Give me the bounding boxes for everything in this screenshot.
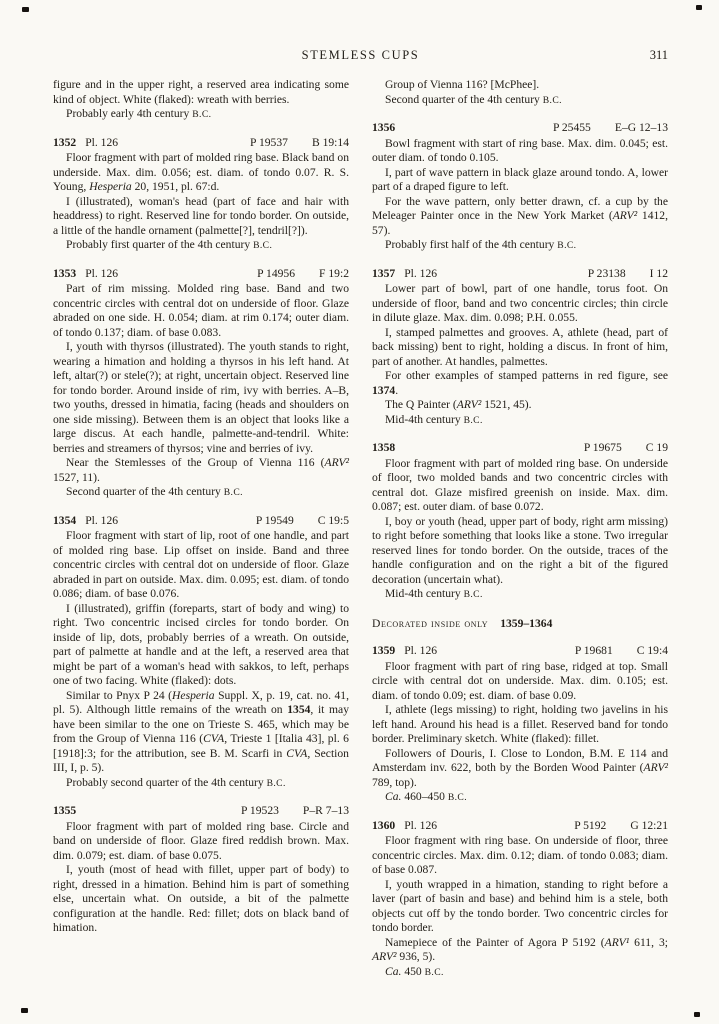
plate-reference: Pl. 126 bbox=[404, 818, 438, 832]
text-run: , it may have been similar to the one on Trieste S. 465, which may be from the Group of Vienna 116 ( bbox=[53, 703, 349, 745]
catalog-number: 1355 bbox=[53, 804, 77, 817]
text-run: ARV² bbox=[612, 209, 638, 222]
plate-reference: Pl. 126 bbox=[404, 266, 438, 280]
paragraph bbox=[53, 776, 349, 792]
paragraph bbox=[53, 238, 349, 254]
paragraph bbox=[372, 834, 668, 878]
paragraph bbox=[372, 137, 668, 166]
catalog-entry bbox=[53, 804, 349, 936]
scan-corner-mark bbox=[696, 5, 702, 10]
entry-references bbox=[584, 441, 668, 456]
catalog-number: 1352 bbox=[53, 135, 77, 149]
text-run: Section III, I, p. 5). bbox=[53, 746, 349, 774]
catalog-entry bbox=[53, 267, 349, 501]
entry-header bbox=[372, 819, 668, 834]
paragraph bbox=[372, 93, 668, 109]
entry-references bbox=[574, 819, 668, 834]
inventory-number: P 19537 bbox=[250, 135, 288, 149]
text-run: Ca. bbox=[385, 964, 402, 978]
entry-references bbox=[553, 121, 668, 136]
paragraph bbox=[53, 151, 349, 195]
entry-references bbox=[257, 267, 349, 282]
text-run: Floor fragment with part of molded ring base. On underside of floor, two molded bands and two concentric circles with central dot. Glaze misfired greenish on inside. Max. dim. 0.087; est. outer diam. of base 0.072. bbox=[372, 456, 668, 513]
text-run: Floor fragment with ring base. On underside of floor, three concentric circles. Max. dim. 0.12; diam. of tondo 0.083; diam. of base 0.087. bbox=[372, 834, 668, 876]
entry-references bbox=[588, 267, 668, 282]
text-run: I, stamped palmettes and grooves. A, athlete (head, part of back missing) bent to right, holding a discus. In front of him, part of another. At handles, palmettes. bbox=[372, 325, 668, 368]
plate-reference: Pl. 126 bbox=[85, 135, 119, 149]
text-run: ARV² bbox=[456, 398, 482, 411]
text-run: I (illustrated), griffin (foreparts, start of body and wing) to right. Two concentric incised circles for tondo border. On inside of lip, dots, probably berries of a wreath. On outside, part of palmette at handle and at the left, a reserved area that might be part of a woman's head with sakkos, to left, perhaps one of two facing. White (flaked): dots. bbox=[53, 601, 349, 687]
text-run: Suppl. X, p. 19, cat. no. 41, pl. 5). Although little remains of the wreath on bbox=[53, 688, 349, 716]
text-run: I, athlete (legs missing) to right, holding two javelins in his left hand. Around his head is a fillet. Reserved band for tondo border. Preliminary sketch. White (flaked): fillet. bbox=[372, 703, 668, 745]
right-column bbox=[372, 78, 668, 980]
entry-header bbox=[372, 121, 668, 136]
text-run: Second quarter of the 4th century bbox=[385, 92, 543, 106]
paragraph bbox=[53, 529, 349, 602]
text-run: B.C. bbox=[223, 487, 243, 498]
text-run: Ca. bbox=[385, 790, 402, 803]
text-run: . bbox=[395, 383, 399, 397]
entry-header bbox=[53, 267, 349, 282]
paragraph bbox=[372, 369, 668, 398]
paragraph bbox=[53, 282, 349, 340]
continuation-text bbox=[372, 78, 668, 108]
plate-reference: Pl. 126 bbox=[85, 513, 119, 527]
text-run: ARV² bbox=[372, 950, 397, 963]
paragraph bbox=[372, 965, 668, 981]
text-run: Probably second quarter of the 4th century bbox=[66, 775, 267, 789]
entry-header bbox=[53, 804, 349, 819]
paragraph bbox=[372, 747, 668, 791]
paragraph bbox=[372, 936, 668, 965]
text-run: ARV² bbox=[643, 761, 668, 774]
grid-reference: B 19:14 bbox=[311, 135, 349, 149]
entry-references bbox=[575, 644, 668, 659]
scan-corner-mark bbox=[694, 1012, 700, 1017]
paragraph bbox=[372, 413, 668, 429]
paragraph bbox=[53, 78, 349, 107]
inventory-number: P 5192 bbox=[574, 818, 607, 832]
text-run: Similar to Pnyx P 24 ( bbox=[66, 688, 173, 702]
text-run: 20, 1951, pl. 67:d. bbox=[131, 180, 220, 193]
text-run: B.C. bbox=[463, 414, 483, 426]
paragraph bbox=[372, 238, 668, 254]
paragraph bbox=[372, 398, 668, 413]
text-run: Near the Stemlesses of the Group of Vienna 116 ( bbox=[66, 456, 325, 469]
inventory-number: P 19523 bbox=[241, 804, 279, 817]
text-run: 1412, 57). bbox=[372, 209, 668, 237]
text-run: Probably early 4th century bbox=[66, 107, 193, 120]
paragraph bbox=[372, 282, 668, 326]
text-run: B.C. bbox=[447, 792, 468, 803]
paragraph bbox=[372, 703, 668, 747]
text-run: 1521, 45). bbox=[481, 398, 532, 411]
text-run: Second quarter of the 4th century bbox=[66, 485, 224, 498]
paragraph bbox=[372, 195, 668, 239]
grid-reference: C 19:4 bbox=[636, 644, 668, 657]
text-run: I, youth with thyrsos (illustrated). The youth stands to right, wearing a himation and holding a thyrsos in his left hand. At left, altar(?) or stele(?); at right, uncertain object. Reserved line for tondo border. Around inside of rim, ivy with berries. A–B, two youths, dressed in himatia, facing (heads and shoulders on one side missing). Between them is an object that looks like a large discus. At each handle, palmette-and-tendril. White: berries and streamers of thyrsos; vine and berries of ivy. bbox=[53, 340, 349, 455]
text-run: 450 bbox=[401, 964, 425, 978]
running-head bbox=[53, 48, 668, 64]
text-run: Part of rim missing. Molded ring base. Band and two concentric circles with central dot on underside of floor. Glaze abraded on one side. H. 0.054; diam. at rim 0.174; outer diam. of tondo 0.137; diam. of base 0.083. bbox=[53, 282, 349, 339]
text-run: B.C. bbox=[542, 94, 562, 106]
entry-header bbox=[53, 136, 349, 151]
text-run: I, part of wave pattern in black glaze around tondo. A, lower part of a draped figure to left. bbox=[372, 165, 668, 193]
text-run: 1527, 11). bbox=[53, 470, 100, 484]
entry-references bbox=[256, 514, 349, 529]
text-run: B.C. bbox=[557, 240, 577, 251]
text-run: CVA, bbox=[286, 746, 311, 760]
grid-reference: I 12 bbox=[649, 266, 668, 280]
text-run: B.C. bbox=[266, 777, 286, 789]
text-run: 611, 3; bbox=[629, 935, 668, 949]
grid-reference: C 19:5 bbox=[317, 513, 349, 527]
text-run: The Q Painter ( bbox=[385, 398, 457, 411]
text-run: 1374 bbox=[372, 383, 396, 397]
inventory-number: P 25455 bbox=[552, 121, 591, 134]
continuation-text bbox=[53, 78, 349, 123]
grid-reference: G 12:21 bbox=[630, 818, 668, 832]
text-run: I, youth (most of head with fillet, upper part of body) to right, dressed in a himation. Behind him is part of something else, uncertain what. On outside, a bit of the palmette configuration at the handle. Red: fillet; dots on black band of himation. bbox=[53, 863, 349, 934]
catalog-entry bbox=[53, 136, 349, 254]
page-number: 311 bbox=[649, 48, 668, 62]
text-run: 460–450 bbox=[401, 790, 448, 803]
text-run: Lower part of bowl, part of one handle, torus foot. On underside of floor, band and two concentric circles; thin circle in dilute glaze. Max. dim. 0.098; P.H. 0.055. bbox=[372, 282, 668, 324]
text-run: 936, 5). bbox=[396, 950, 436, 963]
entry-references bbox=[250, 136, 349, 151]
paragraph bbox=[53, 689, 349, 776]
text-run: Hesperia bbox=[172, 688, 215, 702]
entry-header bbox=[372, 644, 668, 659]
text-run: ARV² bbox=[324, 456, 349, 469]
paragraph bbox=[372, 515, 668, 588]
catalog-number: 1358 bbox=[372, 441, 396, 454]
paragraph bbox=[372, 78, 668, 93]
paragraph bbox=[53, 107, 349, 123]
catalog-entry bbox=[372, 121, 668, 254]
text-run: Namepiece of the Painter of Agora P 5192 ( bbox=[385, 935, 605, 949]
entry-references bbox=[241, 804, 349, 819]
text-run: B.C. bbox=[253, 240, 273, 251]
text-run: Mid-4th century bbox=[385, 412, 464, 426]
paragraph bbox=[372, 878, 668, 936]
inventory-number: P 19681 bbox=[574, 644, 613, 657]
text-run: ARV¹ bbox=[604, 935, 630, 949]
catalog-number: 1354 bbox=[53, 513, 77, 527]
plate-reference: Pl. 126 bbox=[85, 266, 119, 280]
text-run: Probably first quarter of the 4th century bbox=[66, 238, 254, 251]
inventory-number: P 19675 bbox=[583, 441, 622, 454]
text-run: Probably first half of the 4th century bbox=[385, 238, 558, 251]
catalog-number: 1357 bbox=[372, 266, 396, 280]
paragraph bbox=[372, 587, 668, 603]
catalog-number: 1360 bbox=[372, 818, 396, 832]
text-run: Floor fragment with part of ring base, ridged at top. Small circle with central dot on underside. Max. dim. 0.105; est. diam. of tondo 0.09; est. diam. of base 0.09. bbox=[372, 659, 668, 702]
grid-reference: E–G 12–13 bbox=[614, 121, 668, 134]
catalog-number: 1353 bbox=[53, 266, 77, 280]
text-run: Group of Vienna 116? [McPhee]. bbox=[385, 78, 540, 91]
text-run: CVA, bbox=[203, 732, 228, 745]
section-heading bbox=[372, 617, 668, 632]
text-run: I (illustrated), woman's head (part of face and hair with headdress) to right. Reserved line for tondo border. On outside, a little of the handle ornament (palmette[?], tendril[?]). bbox=[53, 194, 349, 237]
paragraph bbox=[53, 602, 349, 689]
paragraph bbox=[53, 485, 349, 501]
text-run: I, boy or youth (head, upper part of body, right arm missing) to right before something that looks like a stone. Two irregular reserved lines for tondo border. On the outside, traces of the handle configuration and on the right a bit of the figured decoration (uncertain what). bbox=[372, 514, 668, 586]
text-run: 789, top). bbox=[372, 775, 417, 789]
catalog-entry bbox=[372, 819, 668, 981]
text-run: 1354 bbox=[287, 703, 311, 716]
paragraph bbox=[53, 820, 349, 864]
entry-header bbox=[372, 441, 668, 456]
left-column bbox=[53, 78, 349, 980]
scan-corner-mark bbox=[21, 1008, 28, 1013]
inventory-number: P 19549 bbox=[255, 513, 294, 527]
paragraph bbox=[372, 166, 668, 195]
text-run: For the wave pattern, only better drawn, cf. a cup by the Meleager Painter once in the New York Market ( bbox=[372, 194, 668, 222]
text-run: Hesperia bbox=[89, 180, 132, 193]
text-run: Trieste 1 [Italia 43], pl. 6 [1918]:3; for the attribution, see B. M. Scarfi in bbox=[53, 732, 349, 760]
grid-reference: F 19:2 bbox=[319, 266, 349, 280]
text-run: Mid-4th century bbox=[385, 587, 464, 600]
plate-reference: Pl. 126 bbox=[404, 644, 438, 657]
paragraph bbox=[372, 457, 668, 515]
paragraph bbox=[372, 790, 668, 806]
text-run: Followers of Douris, I. Close to London, B.M. E 114 and Amsterdam inv. 622, both by the Borden Wood Painter ( bbox=[372, 746, 668, 774]
text-run: Floor fragment with part of molded ring base. Black band on underside. Max. dim. 0.056; est. diam. of tondo 0.07. R. S. Young, bbox=[53, 151, 349, 193]
grid-reference: P–R 7–13 bbox=[302, 804, 349, 817]
catalog-entry bbox=[372, 267, 668, 429]
catalog-entry bbox=[53, 514, 349, 792]
text-run: For other examples of stamped patterns in red figure, see bbox=[385, 369, 668, 382]
text-run: B.C. bbox=[463, 589, 483, 600]
section-range: 1359–1364 bbox=[500, 616, 553, 630]
text-run: B.C. bbox=[192, 109, 212, 120]
text-columns bbox=[53, 78, 668, 980]
catalog-entry bbox=[372, 441, 668, 603]
paragraph bbox=[53, 195, 349, 239]
text-run: Bowl fragment with start of ring base. Max. dim. 0.045; est. outer diam. of tondo 0.105. bbox=[372, 136, 668, 164]
inventory-number: P 23138 bbox=[587, 266, 626, 280]
text-run: B.C. bbox=[424, 966, 444, 978]
text-run: I, youth wrapped in a himation, standing to right before a laver (part of basin and base) and behind him is a stele, both objects cut off by the tondo border. Two concentric circles for tondo border. bbox=[372, 877, 668, 934]
paragraph bbox=[372, 660, 668, 704]
catalog-number: 1356 bbox=[372, 121, 396, 134]
scan-corner-mark bbox=[22, 7, 29, 12]
catalog-entry bbox=[372, 644, 668, 806]
catalog-number: 1359 bbox=[372, 644, 396, 657]
text-run: figure and in the upper right, a reserved area indicating some kind of object. White (flaked): wreath with berries. bbox=[53, 78, 349, 106]
text-run: Floor fragment with start of lip, root of one handle, and part of molded ring base. Lip offset on inside. Band and three concentric circles with central dot on underside of floor. Glaze abraded in part on outside. Max. dim. 0.095; est. diam. of tondo 0.086; diam. of base 0.076. bbox=[53, 529, 349, 600]
inventory-number: P 14956 bbox=[257, 266, 296, 280]
paragraph bbox=[53, 863, 349, 936]
entry-header bbox=[372, 267, 668, 282]
text-run: Floor fragment with part of molded ring base. Circle and band on underside of floor. Glaze fired reddish brown. Max. dim. 0.079; est. diam. of base 0.075. bbox=[53, 819, 349, 862]
section-label: Decorated inside only bbox=[372, 616, 489, 630]
page-title: STEMLESS CUPS bbox=[301, 48, 420, 62]
paragraph bbox=[372, 326, 668, 370]
paragraph bbox=[53, 340, 349, 456]
entry-header bbox=[53, 514, 349, 529]
paragraph bbox=[53, 456, 349, 485]
grid-reference: C 19 bbox=[645, 441, 668, 454]
